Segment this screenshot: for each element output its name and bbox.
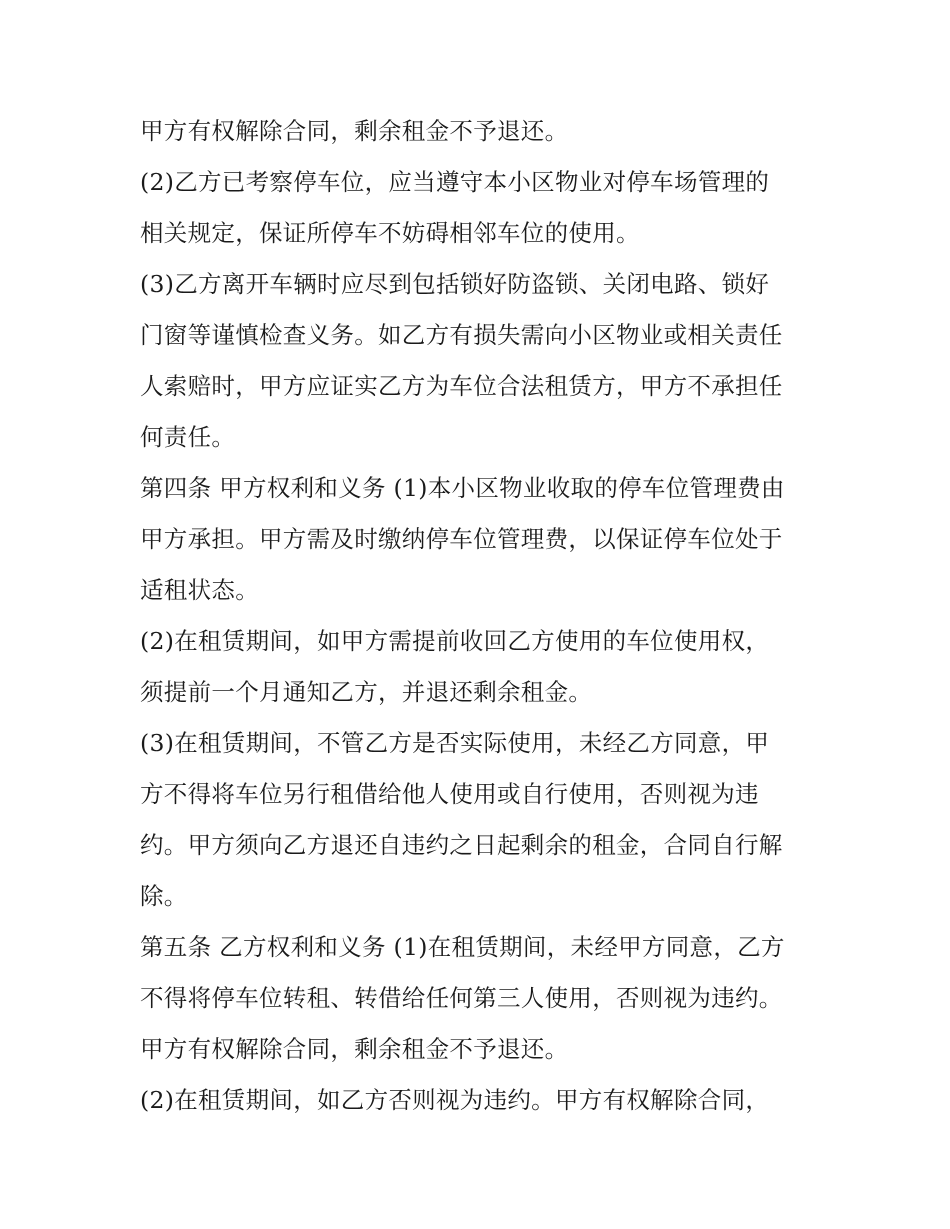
text-line: 何责任。 [140, 423, 236, 451]
text-line: 不得将停车位转租、转借给任何第三人使用，否则视为违约。 [140, 984, 783, 1012]
text-line: 相关规定，保证所停车不妨碍相邻车位的使用。 [140, 219, 640, 247]
text-line: 须提前一个月通知乙方，并退还剩余租金。 [140, 678, 593, 706]
text-line: (2)在租赁期间，如甲方需提前收回乙方使用的车位使用权， [140, 627, 770, 655]
text-line: 甲方有权解除合同，剩余租金不予退还。 [140, 117, 569, 145]
text-line: 人索赔时，甲方应证实乙方为车位合法租赁方，甲方不承担任 [140, 372, 783, 400]
text-line: 方不得将车位另行租借给他人使用或自行使用，否则视为违 [140, 780, 759, 808]
text-line: 适租状态。 [140, 576, 259, 604]
text-line: 约。甲方须向乙方退还自违约之日起剩余的租金，合同自行解 [140, 831, 783, 859]
text-line: 第四条 甲方权利和义务 (1)本小区物业收取的停车位管理费由 [140, 474, 785, 502]
text-line: (3)乙方离开车辆时应尽到包括锁好防盗锁、关闭电路、锁好 [140, 270, 770, 298]
text-line: 甲方承担。甲方需及时缴纳停车位管理费，以保证停车位处于 [140, 525, 783, 553]
text-line: (2)乙方已考察停车位，应当遵守本小区物业对停车场管理的 [140, 168, 770, 196]
text-line: 除。 [140, 882, 188, 910]
text-line: (3)在租赁期间，不管乙方是否实际使用，未经乙方同意，甲 [140, 729, 770, 757]
text-line: 甲方有权解除合同，剩余租金不予退还。 [140, 1035, 569, 1063]
document-body [140, 106, 820, 1126]
text-line: 门窗等谨慎检查义务。如乙方有损失需向小区物业或相关责任 [140, 321, 783, 349]
text-line: 第五条 乙方权利和义务 (1)在租赁期间，未经甲方同意，乙方 [140, 933, 785, 961]
text-line: (2)在租赁期间，如乙方否则视为违约。甲方有权解除合同， [140, 1086, 770, 1114]
